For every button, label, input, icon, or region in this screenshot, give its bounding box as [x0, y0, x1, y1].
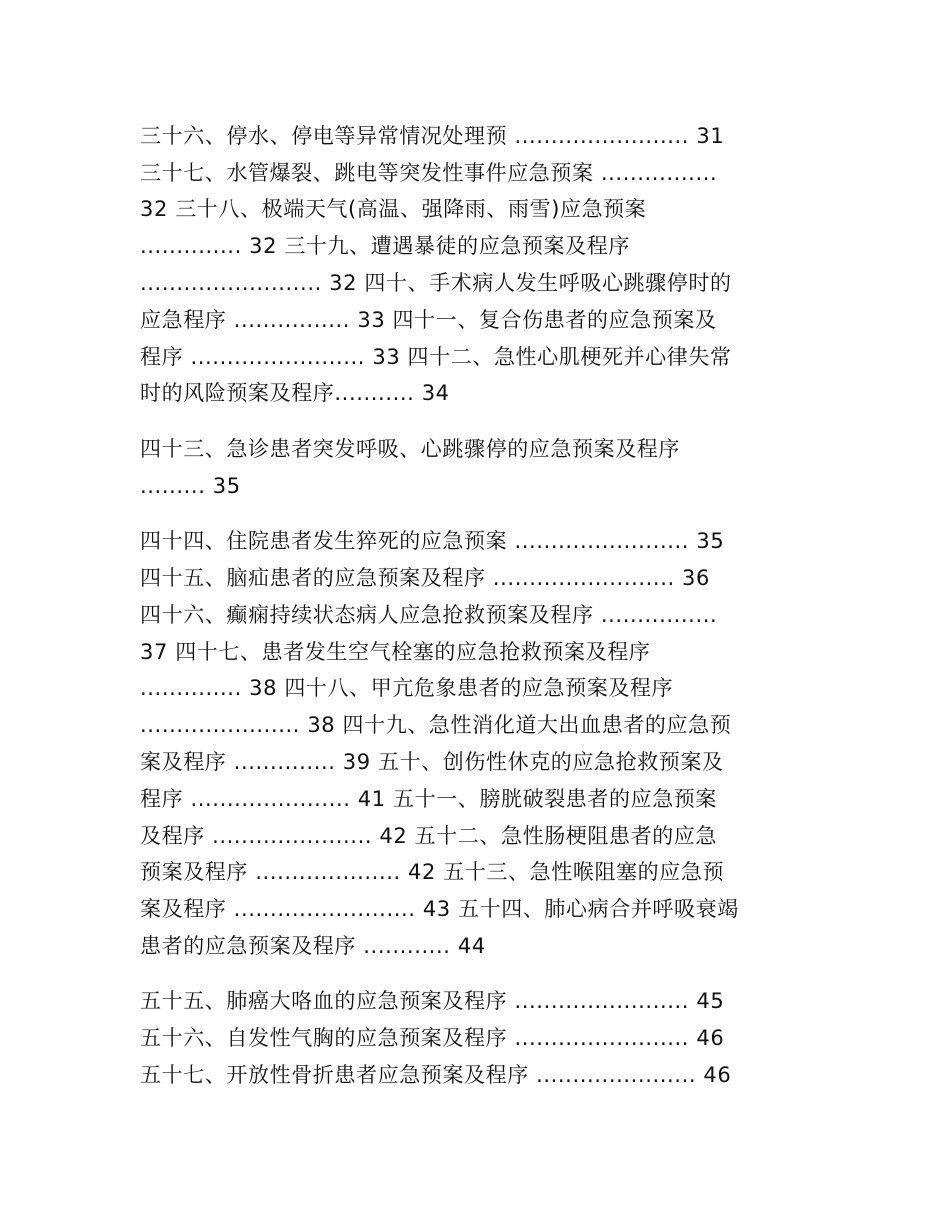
- toc-line: 三十七、水管爆裂、跳电等突发性事件应急预案 ................: [140, 161, 718, 185]
- toc-line: 三十六、停水、停电等异常情况处理预 ........................ 31: [140, 124, 725, 148]
- toc-line: 患者的应急预案及程序 ............ 44: [140, 934, 486, 958]
- toc-line: 程序 ...................... 41 五十一、膀胱破裂患者的应急预案: [140, 787, 718, 811]
- toc-line: 五十五、肺癌大咯血的应急预案及程序 ........................ 45: [140, 989, 725, 1013]
- toc-line: 案及程序 .............. 39 五十、创伤性休克的应急抢救预案及: [140, 750, 724, 774]
- toc-line: ......... 35: [140, 474, 241, 498]
- toc-line: 37 四十七、患者发生空气栓塞的应急抢救预案及程序: [140, 640, 651, 664]
- toc-line: ......................... 32 四十、手术病人发生呼吸心跳骤停时的: [140, 271, 732, 295]
- toc-line: 四十六、癫痫持续状态病人应急抢救预案及程序 ................: [140, 603, 718, 627]
- toc-line: 32 三十八、极端天气(高温、强降雨、雨雪)应急预案: [140, 197, 647, 221]
- toc-line: 四十五、脑疝患者的应急预案及程序 ......................... 36: [140, 566, 710, 590]
- toc-line: 四十三、急诊患者突发呼吸、心跳骤停的应急预案及程序: [140, 437, 680, 461]
- toc-line: .............. 38 四十八、甲亢危象患者的应急预案及程序: [140, 676, 674, 700]
- toc-line: .............. 32 三十九、遭遇暴徒的应急预案及程序: [140, 234, 630, 258]
- toc-line: ...................... 38 四十九、急性消化道大出血患者的应急预: [140, 713, 732, 737]
- toc-line: 时的风险预案及程序........... 34: [140, 381, 450, 405]
- toc-line: 五十七、开放性骨折患者应急预案及程序 ...................... 46: [140, 1063, 732, 1087]
- toc-line: 应急程序 ................ 33 四十一、复合伤患者的应急预案及: [140, 308, 717, 332]
- toc-line: 及程序 ...................... 42 五十二、急性肠梗阻患者的应急: [140, 824, 718, 848]
- toc-line: 四十四、住院患者发生猝死的应急预案 ........................ 35: [140, 529, 725, 553]
- toc-line: 预案及程序 .................... 42 五十三、急性喉阻塞的应急预: [140, 860, 725, 884]
- toc-line: 案及程序 ......................... 43 五十四、肺心病合并呼吸衰竭: [140, 897, 739, 921]
- toc-line: 程序 ........................ 33 四十二、急性心肌梗死并心律失常: [140, 345, 732, 369]
- toc-line: 五十六、自发性气胸的应急预案及程序 ........................ 46: [140, 1026, 725, 1050]
